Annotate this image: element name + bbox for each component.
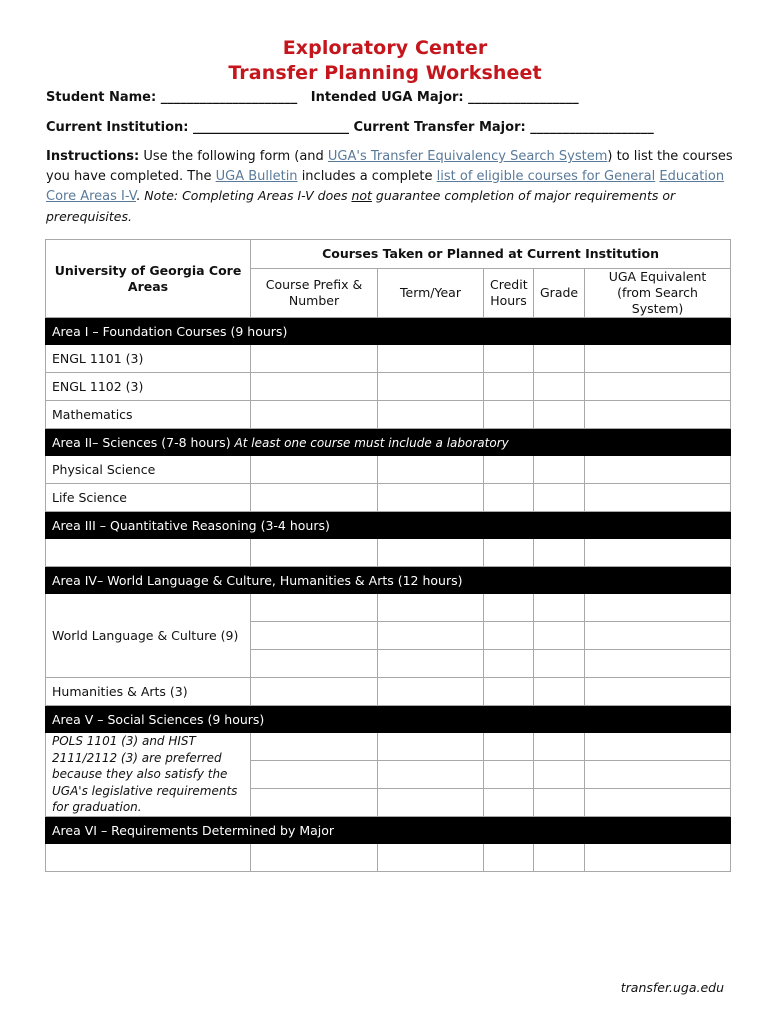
credit-cell[interactable] xyxy=(484,345,534,373)
page-title: Exploratory Center xyxy=(282,37,488,59)
row-label: ENGL 1102 (3) xyxy=(46,373,251,401)
row-label: World Language & Culture (9) xyxy=(46,594,251,678)
table-row xyxy=(46,484,731,512)
prefix-cell[interactable] xyxy=(251,650,378,678)
term-cell[interactable] xyxy=(378,761,484,789)
core-areas-link[interactable]: Education Core Areas I-V xyxy=(46,168,725,204)
equivalent-cell[interactable] xyxy=(585,761,731,789)
row-label[interactable] xyxy=(46,539,251,567)
area-5-header: Area V – Social Sciences (9 hours) xyxy=(46,706,731,733)
current-transfer-major-field[interactable]: Current Transfer Major: ___________________ xyxy=(353,120,654,135)
equivalent-cell[interactable] xyxy=(585,484,731,512)
credit-cell[interactable] xyxy=(484,456,534,484)
credit-cell[interactable] xyxy=(484,484,534,512)
table-row xyxy=(46,345,731,373)
prefix-cell[interactable] xyxy=(251,539,378,567)
current-institution-field[interactable]: Current Institution: ________________________ xyxy=(46,120,349,135)
grade-cell[interactable] xyxy=(534,345,585,373)
course-prefix-header: Course Prefix & Number xyxy=(251,269,378,318)
table-row xyxy=(46,373,731,401)
table-row xyxy=(46,539,731,567)
prefix-cell[interactable] xyxy=(251,789,378,817)
credit-cell[interactable] xyxy=(484,539,534,567)
term-cell[interactable] xyxy=(378,456,484,484)
term-cell[interactable] xyxy=(378,484,484,512)
student-info-line xyxy=(46,90,579,105)
credit-cell[interactable] xyxy=(484,733,534,761)
area-2-note: At least one course must include a laboratory xyxy=(234,435,509,450)
area-1-header: Area I – Foundation Courses (9 hours) xyxy=(46,318,731,345)
term-cell[interactable] xyxy=(378,650,484,678)
grade-cell[interactable] xyxy=(534,373,585,401)
equivalent-cell[interactable] xyxy=(585,650,731,678)
equivalent-cell[interactable] xyxy=(585,539,731,567)
instructions-text: includes a complete xyxy=(297,168,437,184)
prefix-cell[interactable] xyxy=(251,678,378,706)
instructions-text: . xyxy=(136,189,145,204)
term-cell[interactable] xyxy=(378,789,484,817)
equivalent-cell[interactable] xyxy=(585,733,731,761)
term-cell[interactable] xyxy=(378,594,484,622)
term-cell[interactable] xyxy=(378,373,484,401)
term-cell[interactable] xyxy=(378,345,484,373)
credit-cell[interactable] xyxy=(484,622,534,650)
grade-cell[interactable] xyxy=(534,539,585,567)
equivalent-cell[interactable] xyxy=(585,401,731,429)
term-cell[interactable] xyxy=(378,844,484,872)
grade-cell[interactable] xyxy=(534,678,585,706)
uga-bulletin-link[interactable]: UGA Bulletin xyxy=(215,168,298,184)
uga-equivalent-header: UGA Equivalent (from Search System) xyxy=(585,269,731,318)
credit-cell[interactable] xyxy=(484,761,534,789)
term-cell[interactable] xyxy=(378,733,484,761)
row-label: ENGL 1101 (3) xyxy=(46,345,251,373)
prefix-cell[interactable] xyxy=(251,456,378,484)
prefix-cell[interactable] xyxy=(251,622,378,650)
equivalent-cell[interactable] xyxy=(585,622,731,650)
grade-cell[interactable] xyxy=(534,761,585,789)
grade-cell[interactable] xyxy=(534,401,585,429)
courses-group-header: Courses Taken or Planned at Current Institution xyxy=(251,240,731,269)
intended-major-field[interactable]: Intended UGA Major: _________________ xyxy=(310,90,579,105)
table-row xyxy=(46,844,731,872)
eligible-courses-link[interactable]: list of eligible courses for General xyxy=(436,168,656,184)
footer-url[interactable]: transfer.uga.edu xyxy=(620,980,724,995)
equivalent-cell[interactable] xyxy=(585,345,731,373)
student-name-field[interactable]: Student Name: _____________________ xyxy=(46,90,298,105)
area-5-note: POLS 1101 (3) and HIST 2111/2112 (3) are preferred because they also satisfy the UGA's legislative requirements for graduation. xyxy=(46,733,251,817)
page-subtitle: Transfer Planning Worksheet xyxy=(228,62,542,84)
instructions-label: Instructions: xyxy=(46,149,140,164)
instructions xyxy=(46,147,736,227)
grade-cell[interactable] xyxy=(534,484,585,512)
institution-info-line xyxy=(46,120,654,135)
credit-cell[interactable] xyxy=(484,401,534,429)
credit-hours-header: Credit Hours xyxy=(484,269,534,318)
grade-cell[interactable] xyxy=(534,650,585,678)
prefix-cell[interactable] xyxy=(251,401,378,429)
term-cell[interactable] xyxy=(378,678,484,706)
grade-cell[interactable] xyxy=(534,844,585,872)
prefix-cell[interactable] xyxy=(251,594,378,622)
equivalent-cell[interactable] xyxy=(585,844,731,872)
row-label: Humanities & Arts (3) xyxy=(46,678,251,706)
grade-cell[interactable] xyxy=(534,456,585,484)
term-cell[interactable] xyxy=(378,622,484,650)
row-label: Physical Science xyxy=(46,456,251,484)
table-row xyxy=(46,594,731,622)
equivalent-cell[interactable] xyxy=(585,678,731,706)
worksheet-table xyxy=(45,239,731,872)
credit-cell[interactable] xyxy=(484,373,534,401)
row-label: Life Science xyxy=(46,484,251,512)
instructions-text: Use the following form (and xyxy=(139,149,328,164)
grade-cell[interactable] xyxy=(534,789,585,817)
table-row xyxy=(46,678,731,706)
instructions-note: Note: Completing Areas I-V does not guarantee completion of major requirements or prerequisites. xyxy=(46,188,676,224)
term-year-header: Term/Year xyxy=(378,269,484,318)
equivalent-cell[interactable] xyxy=(585,373,731,401)
term-cell[interactable] xyxy=(378,401,484,429)
prefix-cell[interactable] xyxy=(251,733,378,761)
term-cell[interactable] xyxy=(378,539,484,567)
grade-cell[interactable] xyxy=(534,622,585,650)
area-6-header: Area VI – Requirements Determined by Major xyxy=(46,817,731,844)
area-3-header: Area III – Quantitative Reasoning (3-4 hours) xyxy=(46,512,731,539)
area-4-header: Area IV– World Language & Culture, Humanities & Arts (12 hours) xyxy=(46,567,731,594)
credit-cell[interactable] xyxy=(484,844,534,872)
equivalency-search-link[interactable]: UGA's Transfer Equivalency Search System xyxy=(327,149,608,164)
credit-cell[interactable] xyxy=(484,650,534,678)
credit-cell[interactable] xyxy=(484,678,534,706)
credit-cell[interactable] xyxy=(484,789,534,817)
row-label: Mathematics xyxy=(46,401,251,429)
equivalent-cell[interactable] xyxy=(585,594,731,622)
core-areas-header: University of Georgia Core Areas xyxy=(46,240,251,318)
grade-cell[interactable] xyxy=(534,733,585,761)
prefix-cell[interactable] xyxy=(251,484,378,512)
prefix-cell[interactable] xyxy=(251,373,378,401)
grade-header: Grade xyxy=(534,269,585,318)
prefix-cell[interactable] xyxy=(251,761,378,789)
instructions-text: ) to list the courses you have completed. The xyxy=(46,149,733,184)
prefix-cell[interactable] xyxy=(251,844,378,872)
credit-cell[interactable] xyxy=(484,594,534,622)
row-label[interactable] xyxy=(46,844,251,872)
area-2-header: Area II– Sciences (7-8 hours) At least one course must include a laboratory xyxy=(46,429,731,456)
table-row xyxy=(46,456,731,484)
table-row xyxy=(46,733,731,761)
table-row xyxy=(46,401,731,429)
prefix-cell[interactable] xyxy=(251,345,378,373)
equivalent-cell[interactable] xyxy=(585,789,731,817)
equivalent-cell[interactable] xyxy=(585,456,731,484)
grade-cell[interactable] xyxy=(534,594,585,622)
